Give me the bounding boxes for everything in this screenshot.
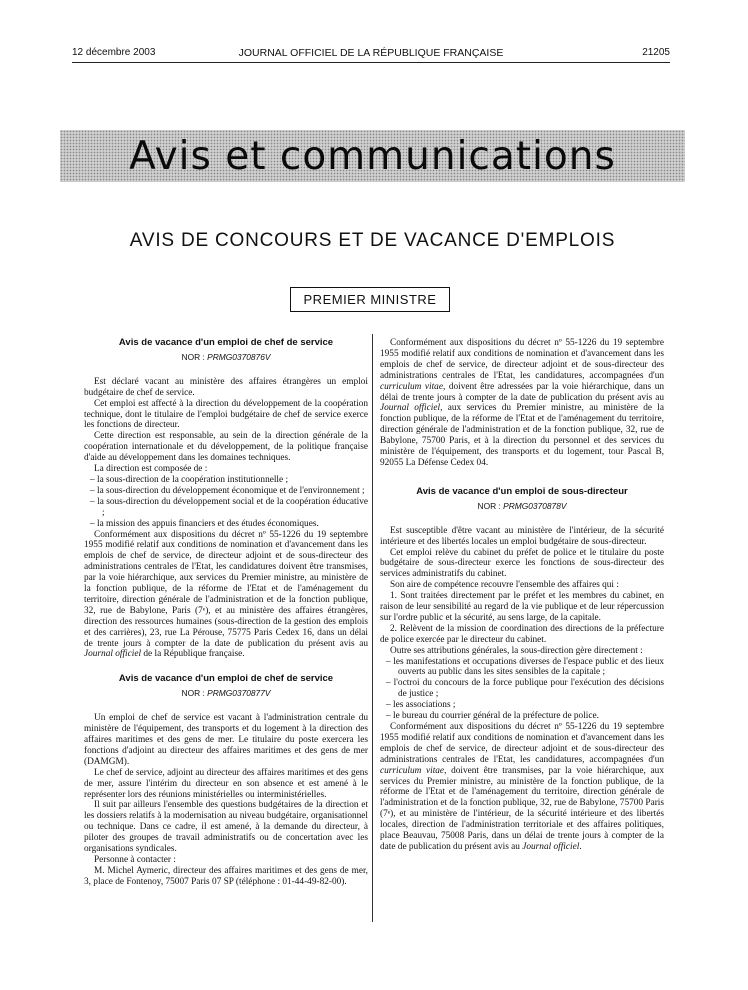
paragraph: Cette direction est responsable, au sein de la direction générale de la coopération internationale et du développement, de la politique française d'aide au développement dans les domaines techniques. <box>84 431 368 464</box>
paragraph: Conformément aux dispositions du décret nº 55-1226 du 19 septembre 1955 modifié relatif aux conditions de nomination et d'avancement dans les emplois de chef de service, de directeur adjoint et de sous-directeur des administrations centrales de l'Etat, les candidatures, accompagnées d'un curriculum vitae, doivent être transmises, par la voie hiérarchique, aux services du Premier ministre, au ministère de la fonction publique, de la réforme de l'Etat et de l'aménagement du territoire, direction générale de l'administration et de la fonction publique, 32, rue de Babylone, 75700 Paris (7ᵉ), et au ministère de l'intérieur, de la sécurité intérieure et des libertés locales, direction de l'administration territoriale et des affaires politiques, place Beauvau, 75008 Paris, dans un délai de trente jours à compter de la date de publication du présent avis au Journal officiel. <box>380 722 664 852</box>
list-item: – la sous-direction du développement social et de la coopération éducative ; <box>84 497 368 519</box>
list-item: – le bureau du courrier général de la préfecture de police. <box>380 711 664 722</box>
list-item: – la sous-direction du développement économique et de l'environnement ; <box>84 486 368 497</box>
department-name: PREMIER MINISTRE <box>303 292 437 307</box>
paragraph: Conformément aux dispositions du décret nº 55-1226 du 19 septembre 1955 modifié relatif aux conditions de nomination et d'avancement dans les emplois de chef de service, de directeur adjoint et de sous-directeur des administrations centrales de l'Etat, les candidatures, accompagnées d'un curriculum vitae, doivent être adressées par la voie hiérarchique, dans un délai de trente jours à compter de la date de publication du présent avis au Journal officiel, aux services du Premier ministre, au ministère de la fonction publique, de la réforme de l'Etat et de l'aménagement du territoire, direction générale de l'administration et de la fonction publique, 32, rue de Babylone, 75700 Paris, et à la direction du personnel et des services du ministère de l'équipement, des transports et du logement, tour Pascal B, 92055 La Défense Cedex 04. <box>380 338 665 468</box>
section-banner <box>60 130 685 182</box>
left-column <box>84 334 368 888</box>
paragraph: Outre ses attributions générales, la sous-direction gère directement : <box>390 645 643 656</box>
list-item: – l'octroi du concours de la force publique pour l'exécution des décisions de justice ; <box>380 678 664 700</box>
paragraph: Son aire de compétence recouvre l'ensemble des affaires qui : <box>390 580 619 591</box>
header-rule <box>72 62 670 63</box>
paragraph: M. Michel Aymeric, directeur des affaires maritimes et des gens de mer, 3, place de Fontenoy, 75007 Paris 07 SP (téléphone : 01-44-49-82-00). <box>84 865 368 887</box>
notice-nor: NOR : PRMG0370876V <box>181 351 271 362</box>
notice-nor: NOR : PRMG0370878V <box>477 500 567 511</box>
paragraph: Est déclaré vacant au ministère des affaires étrangères un emploi budgétaire de chef de service. <box>84 376 368 398</box>
paragraph: 1. Sont traitées directement par le préfet et les membres du cabinet, en raison de leur sensibilité au regard de la vie publique et de leur répercussion sur l'ordre public et la sécurité, au sens large, de la capitale. <box>380 591 664 623</box>
notice-title: Avis de vacance d'un emploi de chef de service <box>118 673 334 685</box>
list-item: – la mission des appuis financiers et des études économiques. <box>84 519 368 530</box>
paragraph: 2. Relèvent de la mission de coordination des directions de la préfecture de police exercée par le directeur du cabinet. <box>380 623 664 645</box>
paragraph: Conformément aux dispositions du décret nº 55-1226 du 19 septembre 1955 modifié relatif aux conditions de nomination et d'avancement dans les emplois de chef de service, de directeur adjoint et de sous-directeur des administrations centrales de l'Etat, les candidatures doivent être transmises, par la voie hiérarchique, aux services du Premier ministre, au ministère de la fonction publique, de la réforme de l'Etat et de l'aménagement du territoire, direction générale de l'administration et de la fonction publique, 32, rue de Babylone, Paris (7ᵉ), et au ministère des affaires étrangères, direction des ressources humaines (sous-direction de la gestion des emplois et des carrières), 23, rue La Pérouse, 75775 Paris Cedex 16, dans un délai de trente jours à compter de la date de publication du présent avis au Journal officiel de la République française. <box>84 529 368 660</box>
issue-date: 12 décembre 2003 <box>72 47 156 58</box>
right-column <box>380 334 664 853</box>
notice-1 <box>84 338 368 660</box>
section-subtitle: AVIS DE CONCOURS ET DE VACANCE D'EMPLOIS <box>129 230 616 251</box>
notice-3 <box>380 487 664 853</box>
journal-name: JOURNAL OFFICIEL DE LA RÉPUBLIQUE FRANÇAISE <box>238 47 504 59</box>
paragraph: Cet emploi est affecté à la direction du développement de la coopération technique, dont le titulaire de l'emploi budgétaire de chef de service exerce les fonctions de directeur. <box>84 398 368 431</box>
page-number: 21205 <box>642 47 670 58</box>
running-header <box>72 47 670 61</box>
notice-title: Avis de vacance d'un emploi de chef de service <box>118 337 334 348</box>
list-item: – la sous-direction de la coopération institutionnelle ; <box>84 475 368 486</box>
list-item: – les manifestations et occupations diverses de l'espace public et des lieux ouverts au public dans les sites sensibles de la capitale ; <box>380 657 664 679</box>
banner-title: Avis et communications <box>129 133 616 179</box>
paragraph: La direction est composée de : <box>94 464 208 475</box>
paragraph: Est susceptible d'être vacant au ministère de l'intérieur, de la sécurité intérieure et des libertés locales un emploi budgétaire de sous-directeur. <box>380 525 664 547</box>
paragraph: Cet emploi relève du cabinet du préfet de police et le titulaire du poste budgétaire de sous-directeur exerce les fonctions de sous-directeur des services administratifs du cabinet. <box>380 547 664 580</box>
list-item: – les associations ; <box>380 700 664 711</box>
notice-nor: NOR : PRMG0370877V <box>181 688 271 699</box>
paragraph: Le chef de service, adjoint au directeur des affaires maritimes et des gens de mer, assure l'intérim du directeur en son absence et est amené à le représenter lors des réunions ministérielles ou interministérielles. <box>84 767 368 800</box>
attribution-list <box>380 657 664 722</box>
department-box <box>290 287 450 312</box>
notice-2 <box>84 674 368 887</box>
paragraph: Il suit par ailleurs l'ensemble des questions budgétaires de la direction et les dossiers relatifs à la modernisation au niveau budgétaire, organisationnel ou technique. Dans ce cadre, il est amené, à la demande du directeur, à piloter des groupes de travail administratifs ou de concertation avec les organisations syndicales. <box>84 800 368 855</box>
notice-title: Avis de vacance d'un emploi de sous-directeur <box>416 485 628 497</box>
paragraph: Personne à contacter : <box>94 854 176 865</box>
notice-2-continued <box>380 338 664 469</box>
paragraph: Un emploi de chef de service est vacant à l'administration centrale du ministère de l'équipement, des transports et du logement à la direction des affaires maritimes et des gens de mer. Le titulaire du poste exercera les fonctions d'adjoint au directeur des affaires maritimes et des gens de mer (DAMGM). <box>84 713 368 767</box>
direction-list <box>84 475 368 530</box>
column-divider <box>372 334 373 922</box>
